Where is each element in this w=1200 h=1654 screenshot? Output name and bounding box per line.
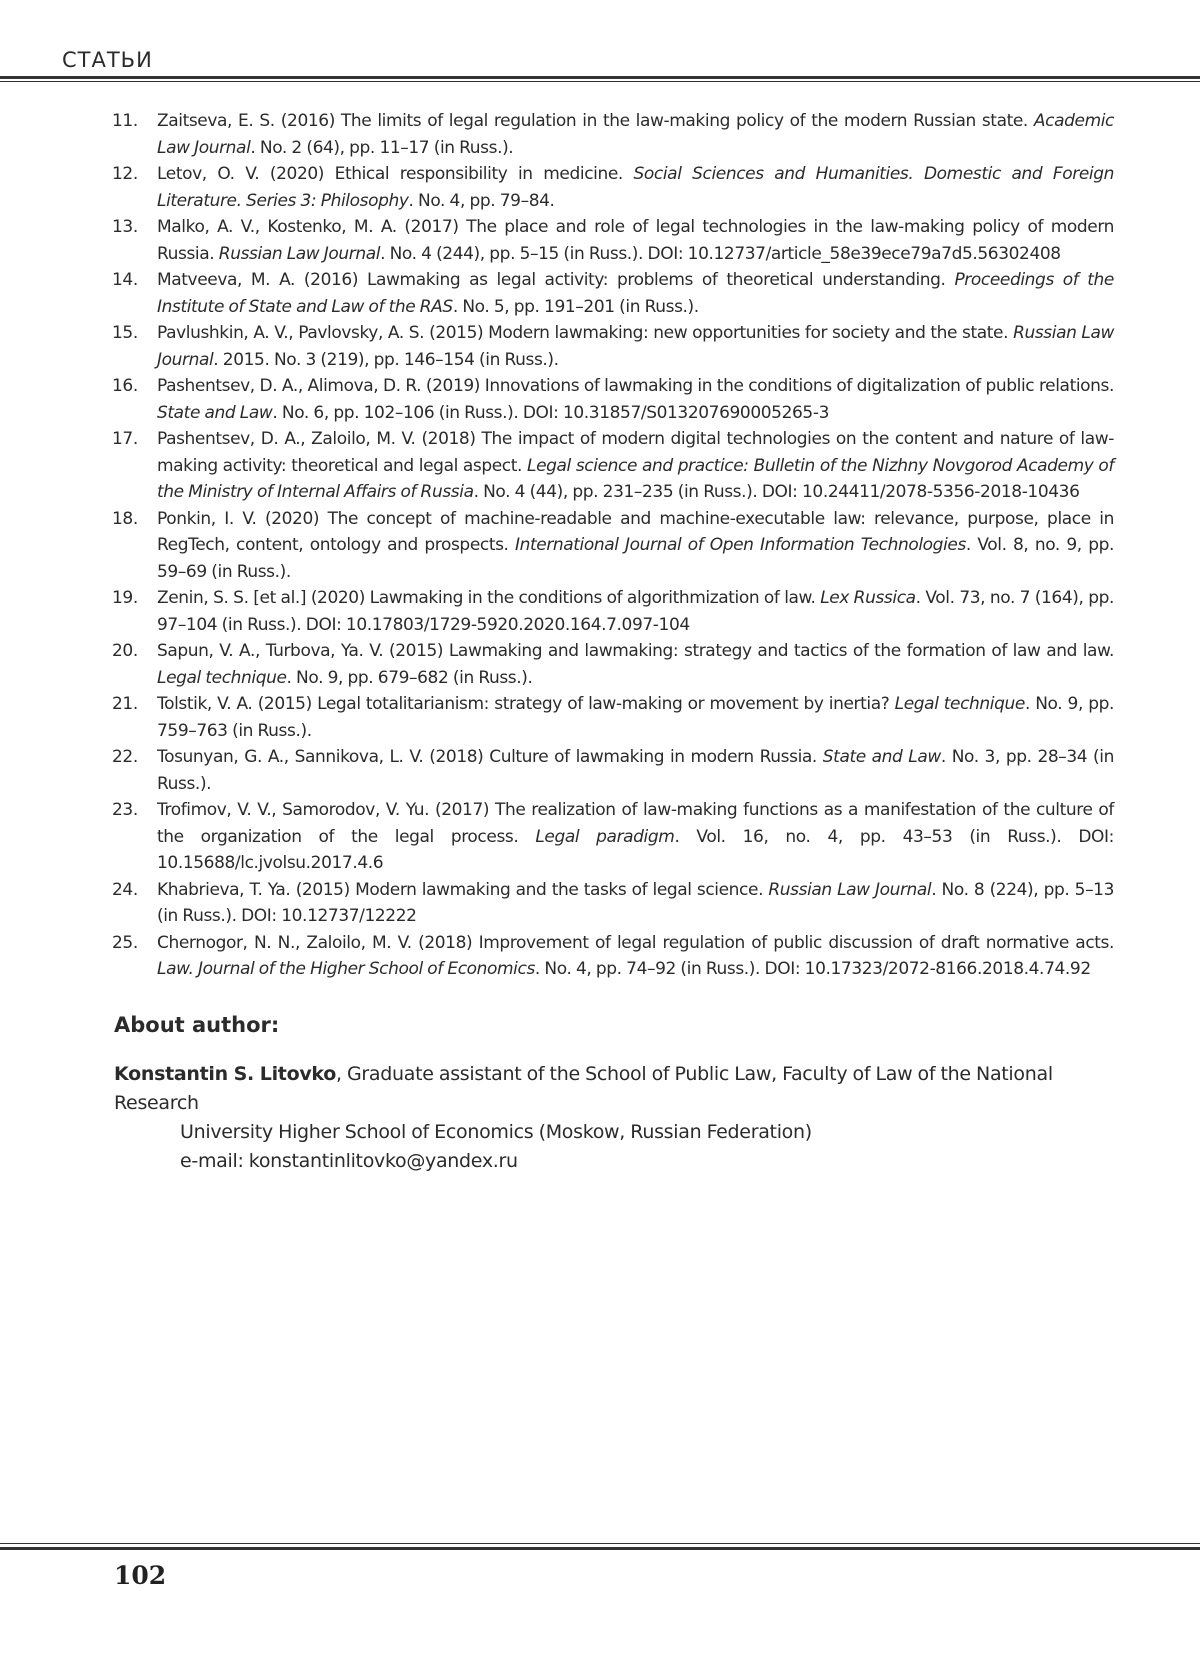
- reference-item: [112, 161, 1114, 214]
- reference-number: 12.: [112, 161, 138, 188]
- reference-source: Proceedings of the Institute of State and Law of the RAS: [157, 270, 1114, 317]
- reference-authors-title: Tolstik, V. A. (2015) Legal totalitarianism: strategy of law-making or movement by inertia?: [157, 694, 895, 714]
- reference-authors-title: Pashentsev, D. A., Alimova, D. R. (2019) Innovations of lawmaking in the conditions of digitalization of public relations.: [157, 376, 1114, 396]
- reference-item: [112, 877, 1114, 930]
- reference-details: . No. 4, pp. 74–92 (in Russ.). DOI: 10.17323/2072-8166.2018.4.74.92: [535, 959, 1091, 979]
- author-affiliation-part2: University Higher School of Economics (Moskow, Russian Federation): [114, 1118, 1114, 1147]
- reference-source: Legal technique: [895, 694, 1025, 714]
- reference-details: . No. 4, pp. 79–84.: [409, 191, 555, 211]
- reference-item: [112, 426, 1114, 506]
- reference-item: [112, 214, 1114, 267]
- reference-details: . No. 9, pp. 759–763 (in Russ.).: [157, 694, 1114, 741]
- reference-item: [112, 930, 1114, 983]
- reference-authors-title: Pavlushkin, A. V., Pavlovsky, A. S. (2015) Modern lawmaking: new opportunities for society and the state.: [157, 323, 1013, 343]
- footer-rule-thin: [0, 1543, 1200, 1544]
- reference-item: [112, 691, 1114, 744]
- reference-source: Law. Journal of the Higher School of Economics: [157, 959, 535, 979]
- reference-source: Social Sciences and Humanities. Domestic and Foreign Literature. Series 3: Philosophy: [157, 164, 1114, 211]
- reference-item: [112, 506, 1114, 586]
- reference-number: 25.: [112, 930, 138, 957]
- reference-number: 22.: [112, 744, 138, 771]
- author-name: Konstantin S. Litovko: [114, 1063, 336, 1085]
- reference-source: Academic Law Journal: [157, 111, 1114, 158]
- reference-details: . No. 4 (244), pp. 5–15 (in Russ.). DOI: 10.12737/article_58e39ece79a7d5.56302408: [380, 244, 1061, 264]
- reference-authors-title: Sapun, V. A., Turbova, Ya. V. (2015) Lawmaking and lawmaking: strategy and tactics of the formation of law and law.: [157, 641, 1114, 661]
- reference-number: 11.: [112, 108, 138, 135]
- footer-rule-thick: [0, 1547, 1200, 1550]
- reference-source: Legal paradigm: [535, 827, 674, 847]
- reference-details: . No. 3, pp. 28–34 (in Russ.).: [157, 747, 1114, 794]
- author-email: e-mail: konstantinlitovko@yandex.ru: [114, 1147, 1114, 1176]
- reference-item: [112, 744, 1114, 797]
- reference-details: . Vol. 73, no. 7 (164), pp. 97–104 (in Russ.). DOI: 10.17803/1729-5920.2020.164.7.097-104: [157, 588, 1114, 635]
- reference-item: [112, 320, 1114, 373]
- reference-item: [112, 373, 1114, 426]
- reference-number: 24.: [112, 877, 138, 904]
- reference-source: Legal science and practice: Bulletin of the Nizhny Novgorod Academy of the Ministry of Internal Affairs of Russia: [157, 456, 1114, 503]
- header-rule-thick: [0, 76, 1200, 79]
- reference-details: . No. 4 (44), pp. 231–235 (in Russ.). DOI: 10.24411/2078-5356-2018-10436: [474, 482, 1080, 502]
- reference-authors-title: Khabrieva, T. Ya. (2015) Modern lawmaking and the tasks of legal science.: [157, 880, 768, 900]
- reference-details: . No. 9, pp. 679–682 (in Russ.).: [287, 668, 533, 688]
- reference-source: Legal technique: [157, 668, 287, 688]
- reference-details: . Vol. 16, no. 4, pp. 43–53 (in Russ.). DOI: 10.15688/lc.jvolsu.2017.4.6: [157, 827, 1114, 874]
- reference-source: State and Law: [157, 403, 272, 423]
- reference-number: 17.: [112, 426, 138, 453]
- about-author-heading: About author:: [114, 1013, 279, 1037]
- reference-details: . No. 5, pp. 191–201 (in Russ.).: [453, 297, 699, 317]
- author-line-1: [114, 1060, 1114, 1118]
- reference-item: [112, 267, 1114, 320]
- reference-number: 16.: [112, 373, 138, 400]
- reference-authors-title: Zenin, S. S. [et al.] (2020) Lawmaking in the conditions of algorithmization of law.: [157, 588, 820, 608]
- page-number: 102: [114, 1561, 166, 1590]
- reference-item: [112, 108, 1114, 161]
- reference-source: Lex Russica: [820, 588, 915, 608]
- reference-item: [112, 797, 1114, 877]
- reference-authors-title: Chernogor, N. N., Zaloilo, M. V. (2018) Improvement of legal regulation of public discussion of draft normative acts.: [157, 933, 1114, 953]
- reference-authors-title: Pashentsev, D. A., Zaloilo, M. V. (2018) The impact of modern digital technologies on the content and nature of law-making activity: theoretical and legal aspect.: [157, 429, 1114, 476]
- reference-item: [112, 638, 1114, 691]
- reference-number: 18.: [112, 506, 138, 533]
- reference-number: 14.: [112, 267, 138, 294]
- author-affiliation-part1: , Graduate assistant of the School of Public Law, Faculty of Law of the National Research: [114, 1063, 1053, 1114]
- reference-source: Russian Law Journal: [768, 880, 931, 900]
- reference-authors-title: Tosunyan, G. A., Sannikova, L. V. (2018) Culture of lawmaking in modern Russia.: [157, 747, 823, 767]
- section-title: СТАТЬИ: [62, 48, 153, 72]
- header-rule-thin: [0, 81, 1200, 82]
- reference-details: . Vol. 8, no. 9, pp. 59–69 (in Russ.).: [157, 535, 1114, 582]
- reference-number: 13.: [112, 214, 138, 241]
- reference-item: [112, 585, 1114, 638]
- reference-authors-title: Zaitseva, E. S. (2016) The limits of legal regulation in the law-making policy of the modern Russian state.: [157, 111, 1034, 131]
- reference-details: . No. 8 (224), pp. 5–13 (in Russ.). DOI: 10.12737/12222: [157, 880, 1114, 927]
- reference-authors-title: Ponkin, I. V. (2020) The concept of machine-readable and machine-executable law: relevance, purpose, place in RegTech, content, ontology and prospects.: [157, 509, 1114, 556]
- reference-source: Russian Law Journal: [157, 323, 1114, 370]
- reference-number: 20.: [112, 638, 138, 665]
- reference-source: Russian Law Journal: [219, 244, 380, 264]
- reference-source: International Journal of Open Information Technologies: [515, 535, 966, 555]
- reference-details: . No. 2 (64), pp. 11–17 (in Russ.).: [250, 138, 513, 158]
- reference-details: . No. 6, pp. 102–106 (in Russ.). DOI: 10.31857/S013207690005265-3: [272, 403, 829, 423]
- reference-list: [112, 108, 1114, 983]
- reference-authors-title: Malko, A. V., Kostenko, M. A. (2017) The place and role of legal technologies in the law-making policy of modern Russia.: [157, 217, 1114, 264]
- author-info: [114, 1060, 1114, 1176]
- reference-number: 23.: [112, 797, 138, 824]
- reference-number: 19.: [112, 585, 138, 612]
- reference-authors-title: Matveeva, M. A. (2016) Lawmaking as legal activity: problems of theoretical understanding.: [157, 270, 954, 290]
- reference-number: 21.: [112, 691, 138, 718]
- reference-authors-title: Letov, O. V. (2020) Ethical responsibility in medicine.: [157, 164, 634, 184]
- reference-details: . 2015. No. 3 (219), pp. 146–154 (in Russ.).: [213, 350, 558, 370]
- reference-source: State and Law: [823, 747, 941, 767]
- reference-authors-title: Trofimov, V. V., Samorodov, V. Yu. (2017) The realization of law-making functions as a manifestation of the culture of the organization of the legal process.: [157, 800, 1114, 847]
- reference-number: 15.: [112, 320, 138, 347]
